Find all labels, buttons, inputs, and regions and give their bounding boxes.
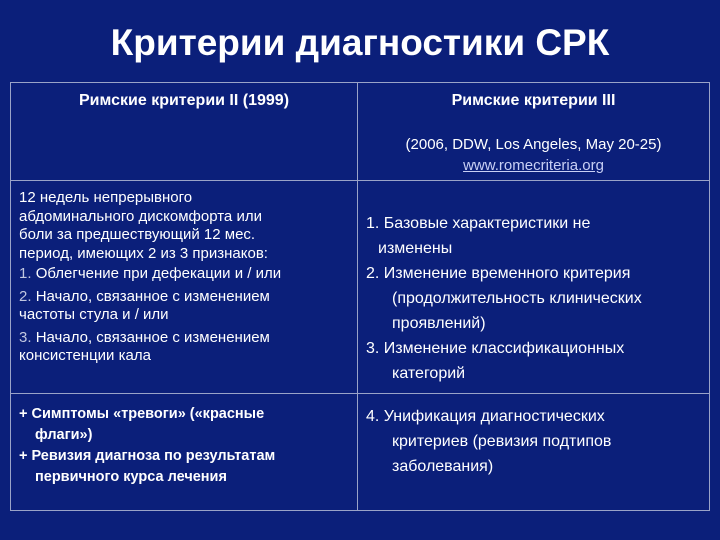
rome2-intro-line: боли за предшествующий 12 мес.: [19, 226, 256, 243]
slide-title: Критерии диагностики СРК: [110, 22, 610, 63]
table-header-row: [11, 83, 710, 181]
cell-rome2-criteria: [11, 181, 358, 394]
list-item: + Симптомы «тревоги» («красные флаги»): [19, 406, 265, 443]
list-item: + Ревизия диагноза по результатам первичного курса лечения: [19, 448, 276, 485]
table-row: [11, 394, 710, 511]
list-item: 1. Базовые характеристики не изменены: [366, 215, 591, 257]
rome2-intro-line: абдоминального дискомфорта или: [19, 207, 262, 225]
header-rome2: Римские критерии II (1999): [78, 92, 290, 109]
list-item: 3. Начало, связанное с изменением консистенции кала: [19, 328, 270, 364]
rome2-intro-line: период, имеющих 2 из 3 признаков:: [19, 244, 268, 262]
list-item: 4. Унификация диагностических критериев (ревизия подтипов заболевания): [366, 408, 612, 475]
list-item: 2. Начало, связанное с изменением частоты стула и / или: [19, 287, 270, 323]
rome2-intro-line: 12 недель непрерывного: [19, 189, 193, 206]
header-rome3-subtitle: (2006, DDW, Los Angeles, May 20-25): [405, 136, 662, 153]
table-row: [11, 181, 710, 394]
list-item: 2. Изменение временного критерия (продолжительность клинических проявлений): [366, 265, 642, 332]
cell-rome3-additions: [358, 394, 710, 511]
header-cell-rome2: [11, 83, 358, 181]
header-cell-rome3: [358, 83, 710, 181]
romecriteria-link[interactable]: www.romecriteria.org: [463, 157, 604, 174]
cell-rome2-additions: [11, 394, 358, 511]
list-item: 1. Облегчение при дефекации и / или: [19, 265, 282, 282]
header-rome3: Римские критерии III: [451, 92, 616, 109]
cell-rome3-criteria: [358, 181, 710, 394]
criteria-table: [10, 82, 710, 511]
list-item: 3. Изменение классификационных категорий: [366, 340, 625, 382]
